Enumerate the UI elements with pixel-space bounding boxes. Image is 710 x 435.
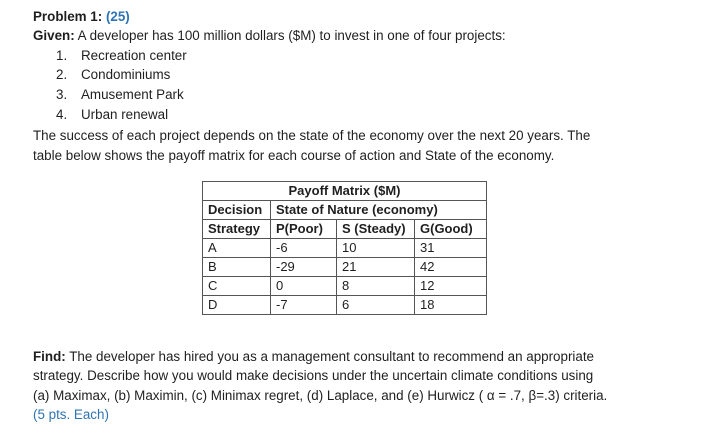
- table-column-header-row: [203, 220, 487, 239]
- list-item-number: 3.: [56, 87, 68, 102]
- given-statement: [33, 26, 698, 45]
- decision-header: Decision: [203, 201, 271, 220]
- problem-label: Problem 1:: [33, 9, 103, 24]
- strategy-cell: D: [203, 296, 271, 315]
- description-line: The success of each project depends on the state of the economy over the next 20 years. The: [33, 128, 591, 144]
- find-line: [33, 347, 693, 366]
- value-cell: 21: [337, 258, 415, 277]
- value-cell: 10: [337, 239, 415, 258]
- list-item: [33, 105, 698, 125]
- table-row: [203, 258, 487, 277]
- column-header-steady: S (Steady): [337, 220, 415, 239]
- table-row: [203, 277, 487, 296]
- value-cell: 31: [415, 239, 487, 258]
- find-points: (5 pts. Each): [33, 407, 109, 423]
- find-line: (a) Maximax, (b) Maximin, (c) Minimax regret, (d) Laplace, and (e) Hurwicz ( α = .7, β=.3) criteria.: [33, 387, 608, 403]
- find-label: Find:: [33, 349, 66, 364]
- list-item-number: 2.: [56, 67, 68, 83]
- value-cell: 18: [415, 296, 487, 315]
- column-header-good: G(Good): [415, 220, 487, 239]
- table-header-row: [203, 201, 487, 220]
- strategy-header: Strategy: [203, 220, 271, 239]
- find-paragraph: [33, 347, 693, 425]
- problem-heading: [33, 7, 698, 26]
- value-cell: -29: [271, 258, 337, 277]
- list-item-number: 1.: [56, 47, 68, 63]
- given-text: A developer has 100 million dollars ($M) to invest in one of four projects:: [77, 28, 506, 44]
- value-cell: 12: [415, 277, 487, 296]
- project-list: [33, 46, 698, 124]
- column-header-poor: P(Poor): [271, 220, 337, 239]
- value-cell: 6: [337, 296, 415, 315]
- strategy-cell: B: [203, 258, 271, 277]
- payoff-matrix-table: [202, 181, 487, 315]
- table-row: [203, 296, 487, 315]
- list-item-text: Condominiums: [81, 67, 171, 83]
- value-cell: -7: [271, 296, 337, 315]
- table-title: Payoff Matrix ($M): [203, 182, 487, 201]
- strategy-cell: C: [203, 277, 271, 296]
- list-item: [33, 65, 698, 85]
- list-item-text: Recreation center: [81, 47, 187, 63]
- value-cell: 42: [415, 258, 487, 277]
- list-item-number: 4.: [56, 106, 68, 122]
- table-row: [203, 239, 487, 258]
- description-line: table below shows the payoff matrix for each course of action and State of the economy.: [33, 147, 555, 163]
- value-cell: 0: [271, 277, 337, 296]
- document-body: [33, 7, 698, 165]
- strategy-cell: A: [203, 239, 271, 258]
- list-item: [33, 85, 698, 105]
- value-cell: 8: [337, 277, 415, 296]
- find-text: The developer has hired you as a management consultant to recommend an appropriate: [69, 349, 594, 364]
- given-label: Given:: [33, 28, 75, 44]
- state-of-nature-header: State of Nature (economy): [271, 201, 487, 220]
- description-paragraph: [33, 126, 698, 165]
- value-cell: -6: [271, 239, 337, 258]
- list-item-text: Urban renewal: [81, 106, 169, 122]
- problem-points: (25): [105, 9, 130, 24]
- find-line: strategy. Describe how you would make decisions under the uncertain climate conditions using: [33, 368, 594, 384]
- list-item: [33, 46, 698, 66]
- table-title-row: [203, 182, 487, 201]
- list-item-text: Amusement Park: [81, 87, 184, 102]
